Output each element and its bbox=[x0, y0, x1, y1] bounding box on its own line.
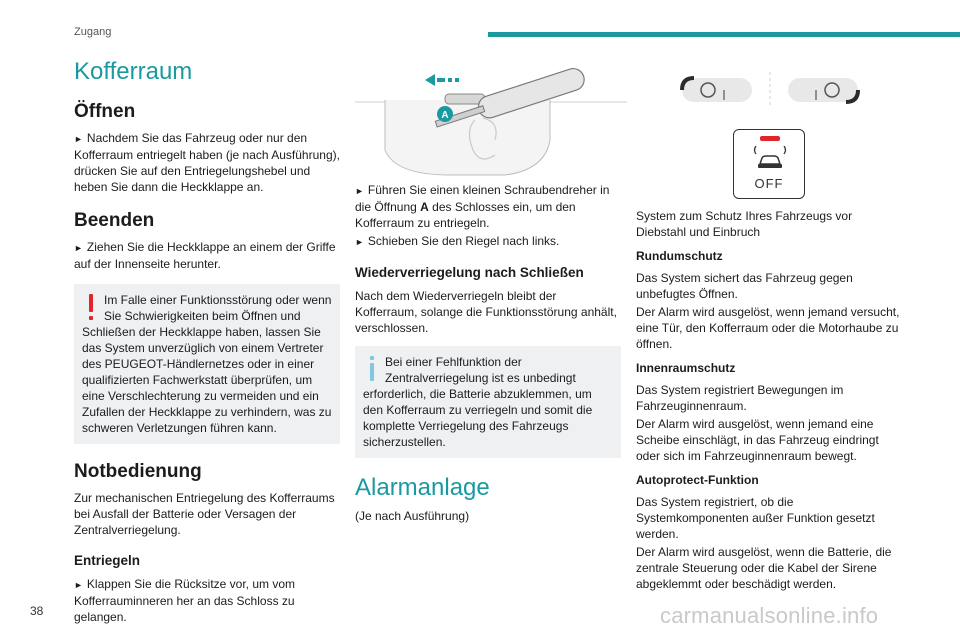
info-text: Bei einer Fehlfunktion der Zentralverriegelung ist es unbedingt erforderlich, die Batterie abzuklemmen, um den Kofferraum zu verriegeln und somit die komplette Verriegelung des Fahrzeugs sicherzustellen. bbox=[363, 355, 593, 449]
perimeter-p1: Das System sichert das Fahrzeug gegen unbefugtes Öffnen. bbox=[636, 271, 853, 301]
bullet-arrow-icon: ► bbox=[74, 134, 83, 144]
paragraph-open bbox=[74, 130, 340, 195]
open-text: Nachdem Sie das Fahrzeug oder nur den Kofferraum entriegelt haben (je nach Ausführung), drücken Sie auf den Entriegelungshebel und heben Sie dann die Heckklappe an. bbox=[74, 131, 340, 194]
heading-open: Öffnen bbox=[74, 101, 136, 122]
unlock-text: Klappen Sie die Rücksitze vor, um vom Kofferrauminneren her an das Schloss zu gelangen. bbox=[74, 577, 296, 624]
warning-text: Im Falle einer Funktionsstörung oder wenn Sie Schwierigkeiten beim Öffnen und Schließen der Heckklappe haben, lassen Sie das System unverzüglich von einem Vertreter des PEUGEOT-Händlernetzes oder in einer qualifizierten Fachwerkstatt überprüfen, um eine Verschlechterung zu vermeiden und ein Zufallen der Heckklappe zu verhindern, was zu schweren Verletzungen führen kann. bbox=[82, 293, 332, 435]
watermark: carmanualsonline.info bbox=[660, 603, 879, 628]
info-icon bbox=[363, 354, 385, 384]
heading-unlock: Entriegeln bbox=[74, 553, 141, 568]
autoprotect-p1: Das System registriert, ob die Systemkomponenten außer Funktion gesetzt werden. bbox=[636, 495, 875, 541]
heading-perimeter: Rundumschutz bbox=[636, 249, 723, 263]
figure-label-a: A bbox=[441, 110, 449, 121]
column-3 bbox=[636, 208, 902, 594]
off-label: OFF bbox=[754, 176, 784, 191]
bullet-arrow-icon: ► bbox=[74, 243, 83, 253]
page-number: 38 bbox=[30, 604, 44, 618]
autoprotect-p2: Der Alarm wird ausgelöst, wenn die Batterie, die zentrale Steuerung oder die Kabel der Sirene abgeklemmt oder beschädigt werden. bbox=[636, 545, 892, 591]
bullet-arrow-icon: ► bbox=[355, 237, 364, 247]
close-text: Ziehen Sie die Heckklappe an einem der Griffe auf der Innenseite herunter. bbox=[74, 240, 336, 271]
perimeter-p2: Der Alarm wird ausgelöst, wenn jemand versucht, eine Tür, den Kofferraum oder die Motorhaube zu öffnen. bbox=[636, 305, 900, 351]
lock-screwdriver-illustration bbox=[355, 50, 627, 180]
step1-pre: Führen Sie einen kleinen Schraubendreher in die Öffnung bbox=[355, 183, 610, 214]
paragraph-close bbox=[74, 239, 340, 272]
header-accent-bar bbox=[488, 32, 960, 37]
paragraph-emergency: Zur mechanischen Entriegelung des Kofferraums bei Ausfall der Batterie oder Versagen der Zentralverriegelung. bbox=[74, 491, 335, 537]
car-alarm-icon bbox=[752, 146, 788, 172]
interior-p1: Das System registriert Bewegungen im Fahrzeuginnenraum. bbox=[636, 383, 844, 413]
paragraph-relock: Nach dem Wiederverriegeln bleibt der Kofferraum, solange die Funktionsstörung anhält, verschlossen. bbox=[355, 289, 617, 335]
steering-wheel-variants-illustration bbox=[680, 70, 860, 110]
heading-emergency: Notbedienung bbox=[74, 461, 202, 482]
column-2 bbox=[355, 182, 621, 526]
column-1 bbox=[74, 56, 340, 627]
bullet-arrow-icon: ► bbox=[355, 186, 364, 196]
paragraph-step2 bbox=[355, 233, 621, 250]
paragraph-step1 bbox=[355, 182, 621, 231]
step2-text: Schieben Sie den Riegel nach links. bbox=[367, 234, 560, 248]
heading-close: Beenden bbox=[74, 210, 155, 231]
led-indicator-icon bbox=[760, 136, 780, 141]
section-label: Zugang bbox=[74, 26, 112, 38]
warning-note bbox=[74, 284, 340, 444]
heading-interior: Innenraumschutz bbox=[636, 361, 736, 375]
heading-relock: Wiederverriegelung nach Schließen bbox=[355, 265, 584, 280]
step1-post: des Schlosses ein, um den Kofferraum zu entriegeln. bbox=[355, 200, 576, 230]
paragraph-unlock bbox=[74, 576, 340, 625]
chapter-title-kofferraum: Kofferraum bbox=[74, 58, 193, 85]
step1-bold: A bbox=[420, 200, 429, 214]
bullet-arrow-icon: ► bbox=[74, 580, 83, 590]
alarm-off-button bbox=[733, 129, 805, 199]
paragraph-intro: System zum Schutz Ihres Fahrzeugs vor Diebstahl und Einbruch bbox=[636, 209, 853, 239]
warning-icon bbox=[82, 292, 104, 322]
interior-p2: Der Alarm wird ausgelöst, wenn jemand eine Scheibe einschlägt, in das Fahrzeug eindringt oder sich im Fahrzeuginnenraum bewegt. bbox=[636, 417, 879, 463]
info-note bbox=[355, 346, 621, 458]
alarm-subtitle: (Je nach Ausführung) bbox=[355, 509, 470, 523]
heading-autoprotect: Autoprotect-Funktion bbox=[636, 473, 759, 487]
chapter-title-alarm: Alarmanlage bbox=[355, 474, 490, 501]
